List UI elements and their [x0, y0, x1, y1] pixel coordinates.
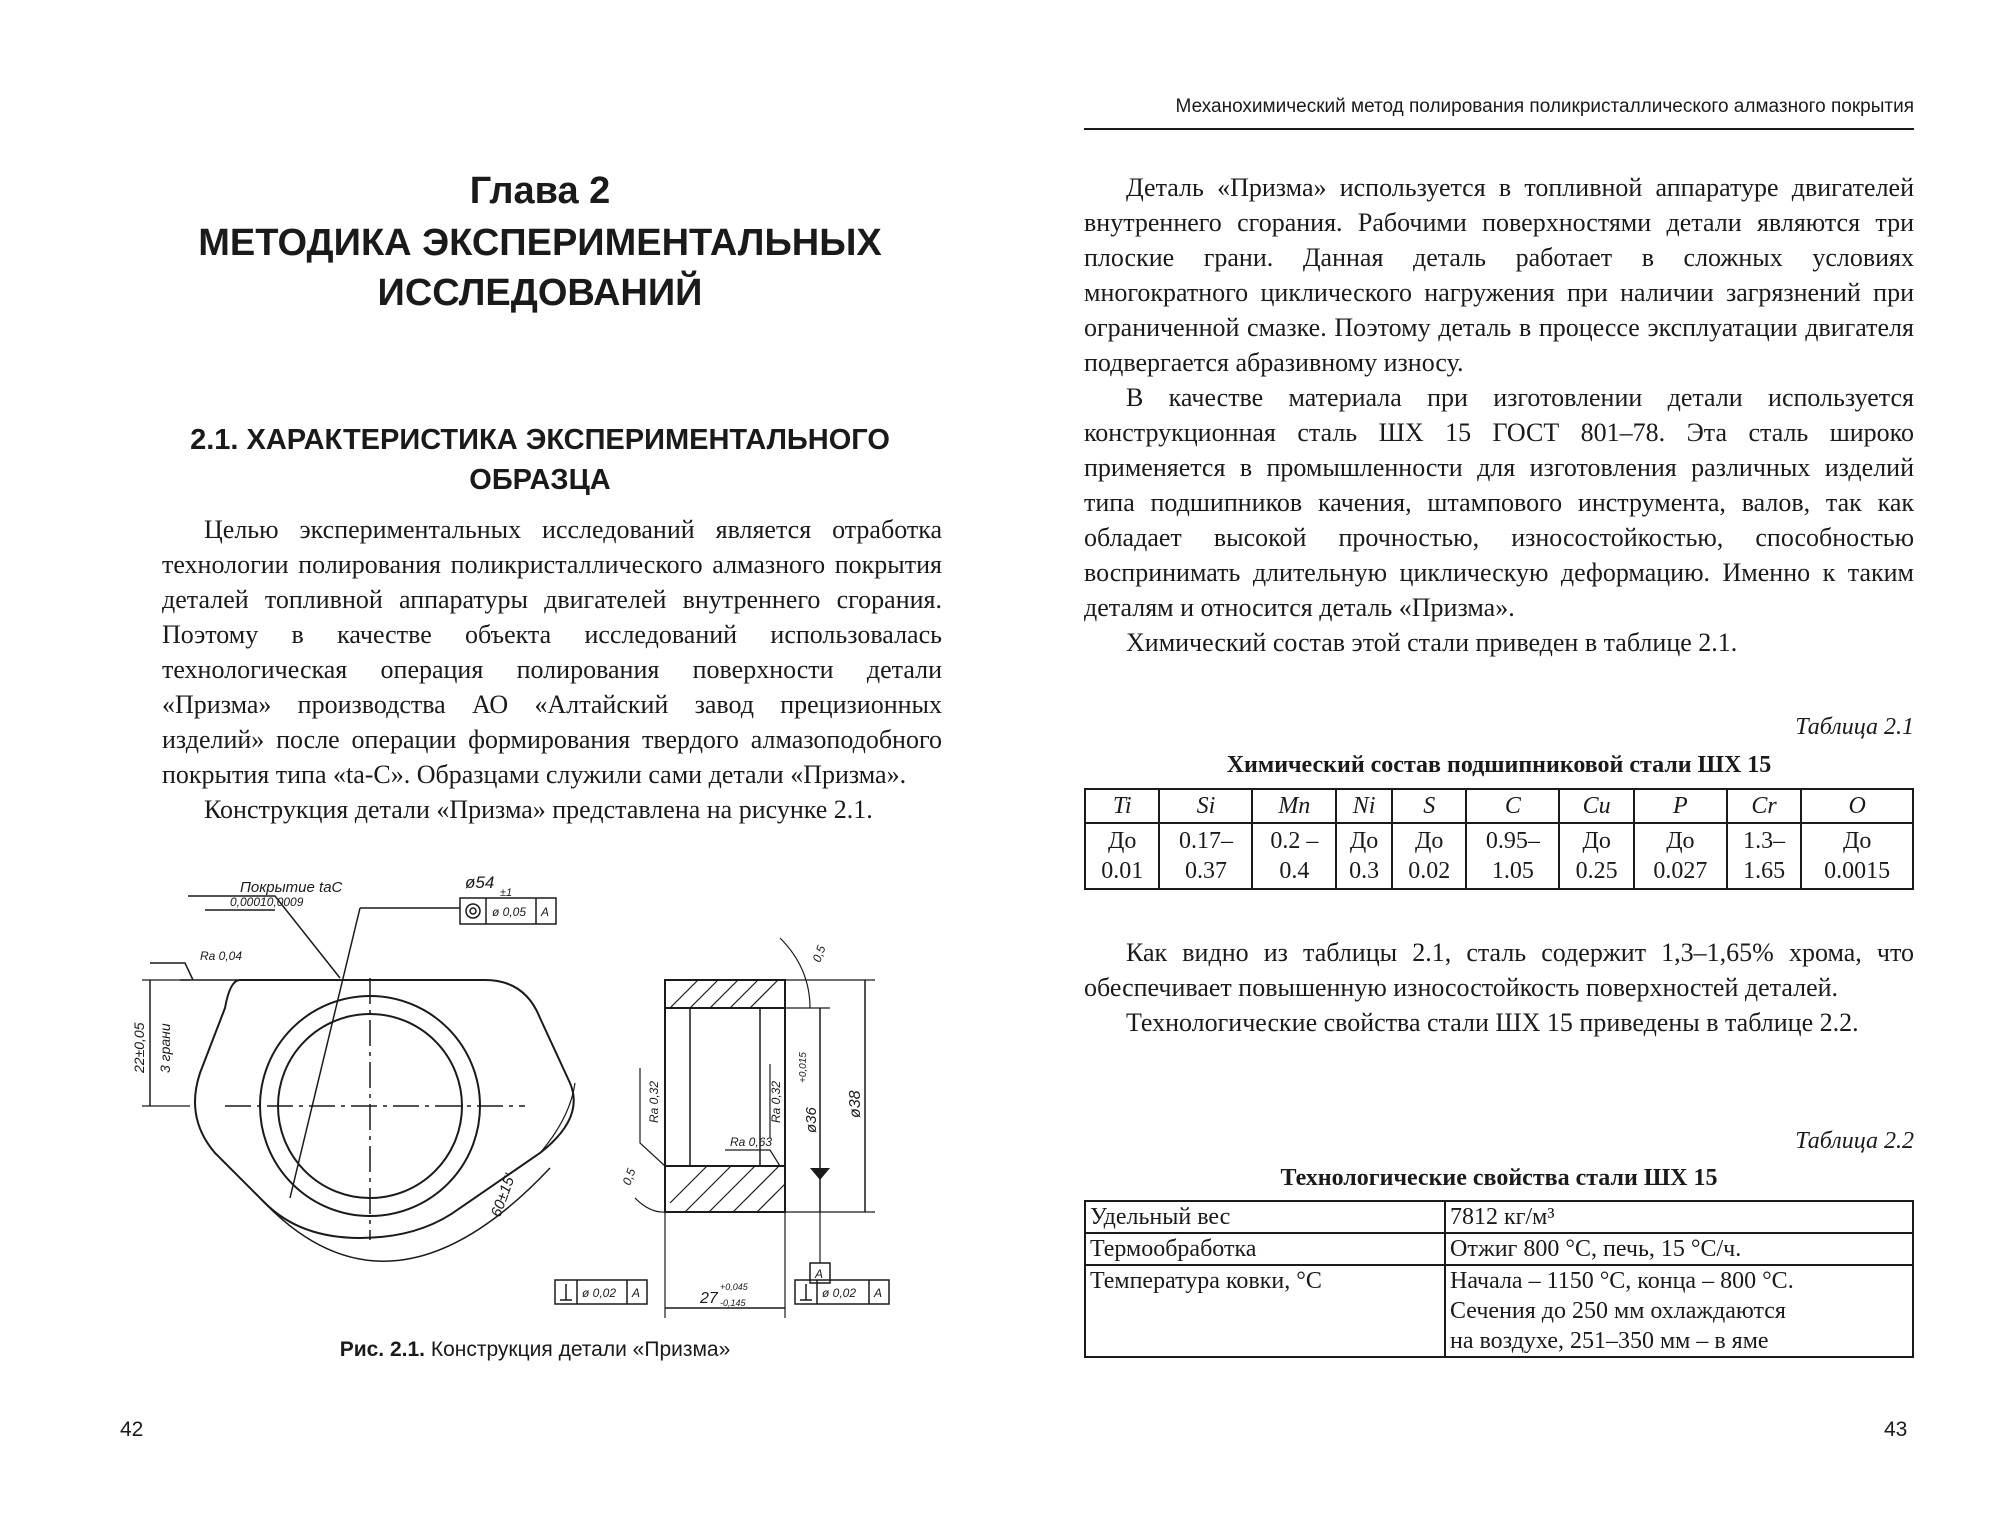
perp-tol-label: ø 0,02: [582, 1286, 617, 1300]
ra004-label: Ra 0,04: [200, 949, 243, 963]
chemical-composition-table: [1084, 788, 1914, 890]
chamfer1-label: 0,5: [809, 943, 829, 965]
table-cell: Удельный вес: [1085, 1201, 1445, 1233]
table1-title: Химический состав подшипниковой стали ШХ 15: [1226, 752, 1772, 778]
table-cell: До 0.3: [1336, 823, 1392, 889]
table-cell: Отжиг 800 °С, печь, 15 °С/ч.: [1445, 1233, 1913, 1265]
table-row: [1085, 1201, 1913, 1233]
left-body-text: [162, 512, 942, 827]
table-cell: 1.3– 1.65: [1727, 823, 1801, 889]
section-title: [160, 420, 920, 500]
datum-a-right-label: A: [874, 1286, 883, 1300]
table-cell: Термообработка: [1085, 1233, 1445, 1265]
table-cell: До 0.027: [1634, 823, 1727, 889]
chapter-title-line2: ИССЛЕДОВАНИЙ: [377, 272, 703, 314]
paragraph: Целью экспериментальных исследований является отработка технологии полирования поликристаллического алмазного покрытия деталей топливной аппаратуры двигателей внутреннего сгорания. Поэтому в качестве объекта исследований использовалась технологическая операция полирования поверхности детали «Призма» производства АО «Алтайский завод прецизионных изделий» после операции формирования твердого алмазоподобного покрытия типа «ta-C». Образцами служили сами детали «Призма».: [162, 515, 942, 789]
figure-caption: [130, 1338, 940, 1362]
paragraph: Технологические свойства стали ШХ 15 приведены в таблице 2.2.: [1126, 1008, 1859, 1037]
page-number-left: 42: [120, 1418, 144, 1441]
table-cell: 0.95– 1.05: [1466, 823, 1559, 889]
table2-label: Таблица 2.2: [1795, 1128, 1914, 1154]
figure-caption-prefix: Рис. 2.1.: [339, 1338, 425, 1361]
chamfer2-label: 0,5: [619, 1166, 639, 1188]
table-row: [1085, 1265, 1913, 1357]
datum-a-label: A: [541, 905, 550, 919]
page-number-right: 43: [1884, 1418, 1908, 1441]
paragraph: Деталь «Призма» используется в топливной аппаратуре двигателей внутреннего сгорания. Рабочими поверхностями детали являются три плоские грани. Данная деталь работает в сложных условиях многократного циклического нагружения при наличии загрязнений при ограниченной смазке. Поэтому деталь в процессе эксплуатации двигателя подвергается абразивному износу.: [1084, 173, 1914, 377]
table-cell: До 0.25: [1559, 823, 1633, 889]
paragraph: Конструкция детали «Призма» представлена на рисунке 2.1.: [204, 795, 873, 824]
table-header-cell: C: [1466, 789, 1559, 823]
right-page: [1000, 0, 2000, 1522]
chapter-number: Глава 2: [469, 170, 611, 212]
table-header-cell: O: [1801, 789, 1913, 823]
table-header-cell: Ti: [1085, 789, 1159, 823]
coating-label: Покрытие taC: [240, 879, 343, 896]
technological-properties-table: [1084, 1200, 1914, 1358]
ra032-left-label: Ra 0,32: [647, 1080, 661, 1123]
technical-drawing: [130, 868, 940, 1328]
dim27-label: 27: [700, 1290, 718, 1307]
dim60-label: 60±15': [487, 1171, 519, 1220]
perp-tol2-label: ø 0,02: [822, 1286, 857, 1300]
section-title-line2: ОБРАЗЦА: [469, 464, 611, 496]
table-header-cell: Ni: [1336, 789, 1392, 823]
table-header-cell: P: [1634, 789, 1727, 823]
table-cell: 7812 кг/м³: [1445, 1201, 1913, 1233]
paragraph: Химический состав этой стали приведен в таблице 2.1.: [1126, 628, 1738, 657]
datum-a-box-label: A: [815, 1267, 824, 1281]
table-cell: 0.2 – 0.4: [1252, 823, 1336, 889]
conc-tol-label: ø 0,05: [492, 905, 527, 919]
right-body-text: [1084, 170, 1914, 660]
table-cell: 0.17– 0.37: [1159, 823, 1252, 889]
table-header-cell: S: [1392, 789, 1466, 823]
tol36-label: +0,015: [798, 1052, 809, 1083]
right-body-text-2: [1084, 935, 1914, 1040]
table-cell: До 0.01: [1085, 823, 1159, 889]
table2-title: Технологические свойства стали ШХ 15: [1280, 1165, 1718, 1191]
figure-caption-text: Конструкция детали «Призма»: [430, 1338, 731, 1361]
section-title-line1: 2.1. ХАРАКТЕРИСТИКА ЭКСПЕРИМЕНТАЛЬНОГО: [190, 424, 890, 456]
paragraph: Как видно из таблицы 2.1, сталь содержит 1,3–1,65% хрома, что обеспечивает повышенную износостойкость поверхностей деталей.: [1084, 938, 1914, 1002]
faces-label: 3 грани: [157, 1023, 173, 1073]
chapter-title-line1: МЕТОДИКА ЭКСПЕРИМЕНТАЛЬНЫХ: [198, 222, 882, 264]
tol54-label: ±1: [500, 887, 513, 899]
tol27a-label: +0,045: [720, 1282, 748, 1292]
chapter-title: [120, 218, 960, 318]
coating-value: 0,00010,0009: [230, 895, 304, 909]
table-header-cell: Mn: [1252, 789, 1336, 823]
tol27b-label: -0,145: [720, 1298, 746, 1308]
table-header-cell: Si: [1159, 789, 1252, 823]
table-header-cell: Cr: [1727, 789, 1801, 823]
table-cell: До 0.02: [1392, 823, 1466, 889]
paragraph: В качестве материала при изготовлении детали используется конструкционная сталь ШХ 15 ГОСТ 801–78. Эта сталь широко применяется в промышленности для изготовления различных изделий типа подшипников качения, штампового инструмента, валов, так как обладает высокой прочностью, износостойкостью, способностью воспринимать длительную циклическую деформацию. Именно к таким деталям и относится деталь «Призма».: [1084, 383, 1914, 622]
datum-a-left-label: A: [632, 1286, 641, 1300]
diam36-label: ø36: [803, 1107, 820, 1133]
diam54-label: ø54: [465, 873, 495, 892]
table1-header-row: [1085, 789, 1913, 823]
table-header-cell: Cu: [1559, 789, 1633, 823]
ra032-bore-label: Ra 0,32: [769, 1080, 783, 1123]
table-cell: Температура ковки, °С: [1085, 1265, 1445, 1357]
table-cell: Начала – 1150 °С, конца – 800 °С. Сечения до 250 мм охлаждаются на воздухе, 251–350 мм – в яме: [1445, 1265, 1913, 1357]
table1-value-row: [1085, 823, 1913, 889]
running-head: Механохимический метод полирования поликристаллического алмазного покрытия: [1084, 96, 1914, 130]
dim22-label: 22±0,05: [131, 1022, 147, 1073]
diam38-label: ø38: [847, 1090, 864, 1118]
table-cell: До 0.0015: [1801, 823, 1913, 889]
table1-label: Таблица 2.1: [1795, 714, 1914, 740]
ra063-label: Ra 0,63: [730, 1135, 773, 1149]
table-row: [1085, 1233, 1913, 1265]
